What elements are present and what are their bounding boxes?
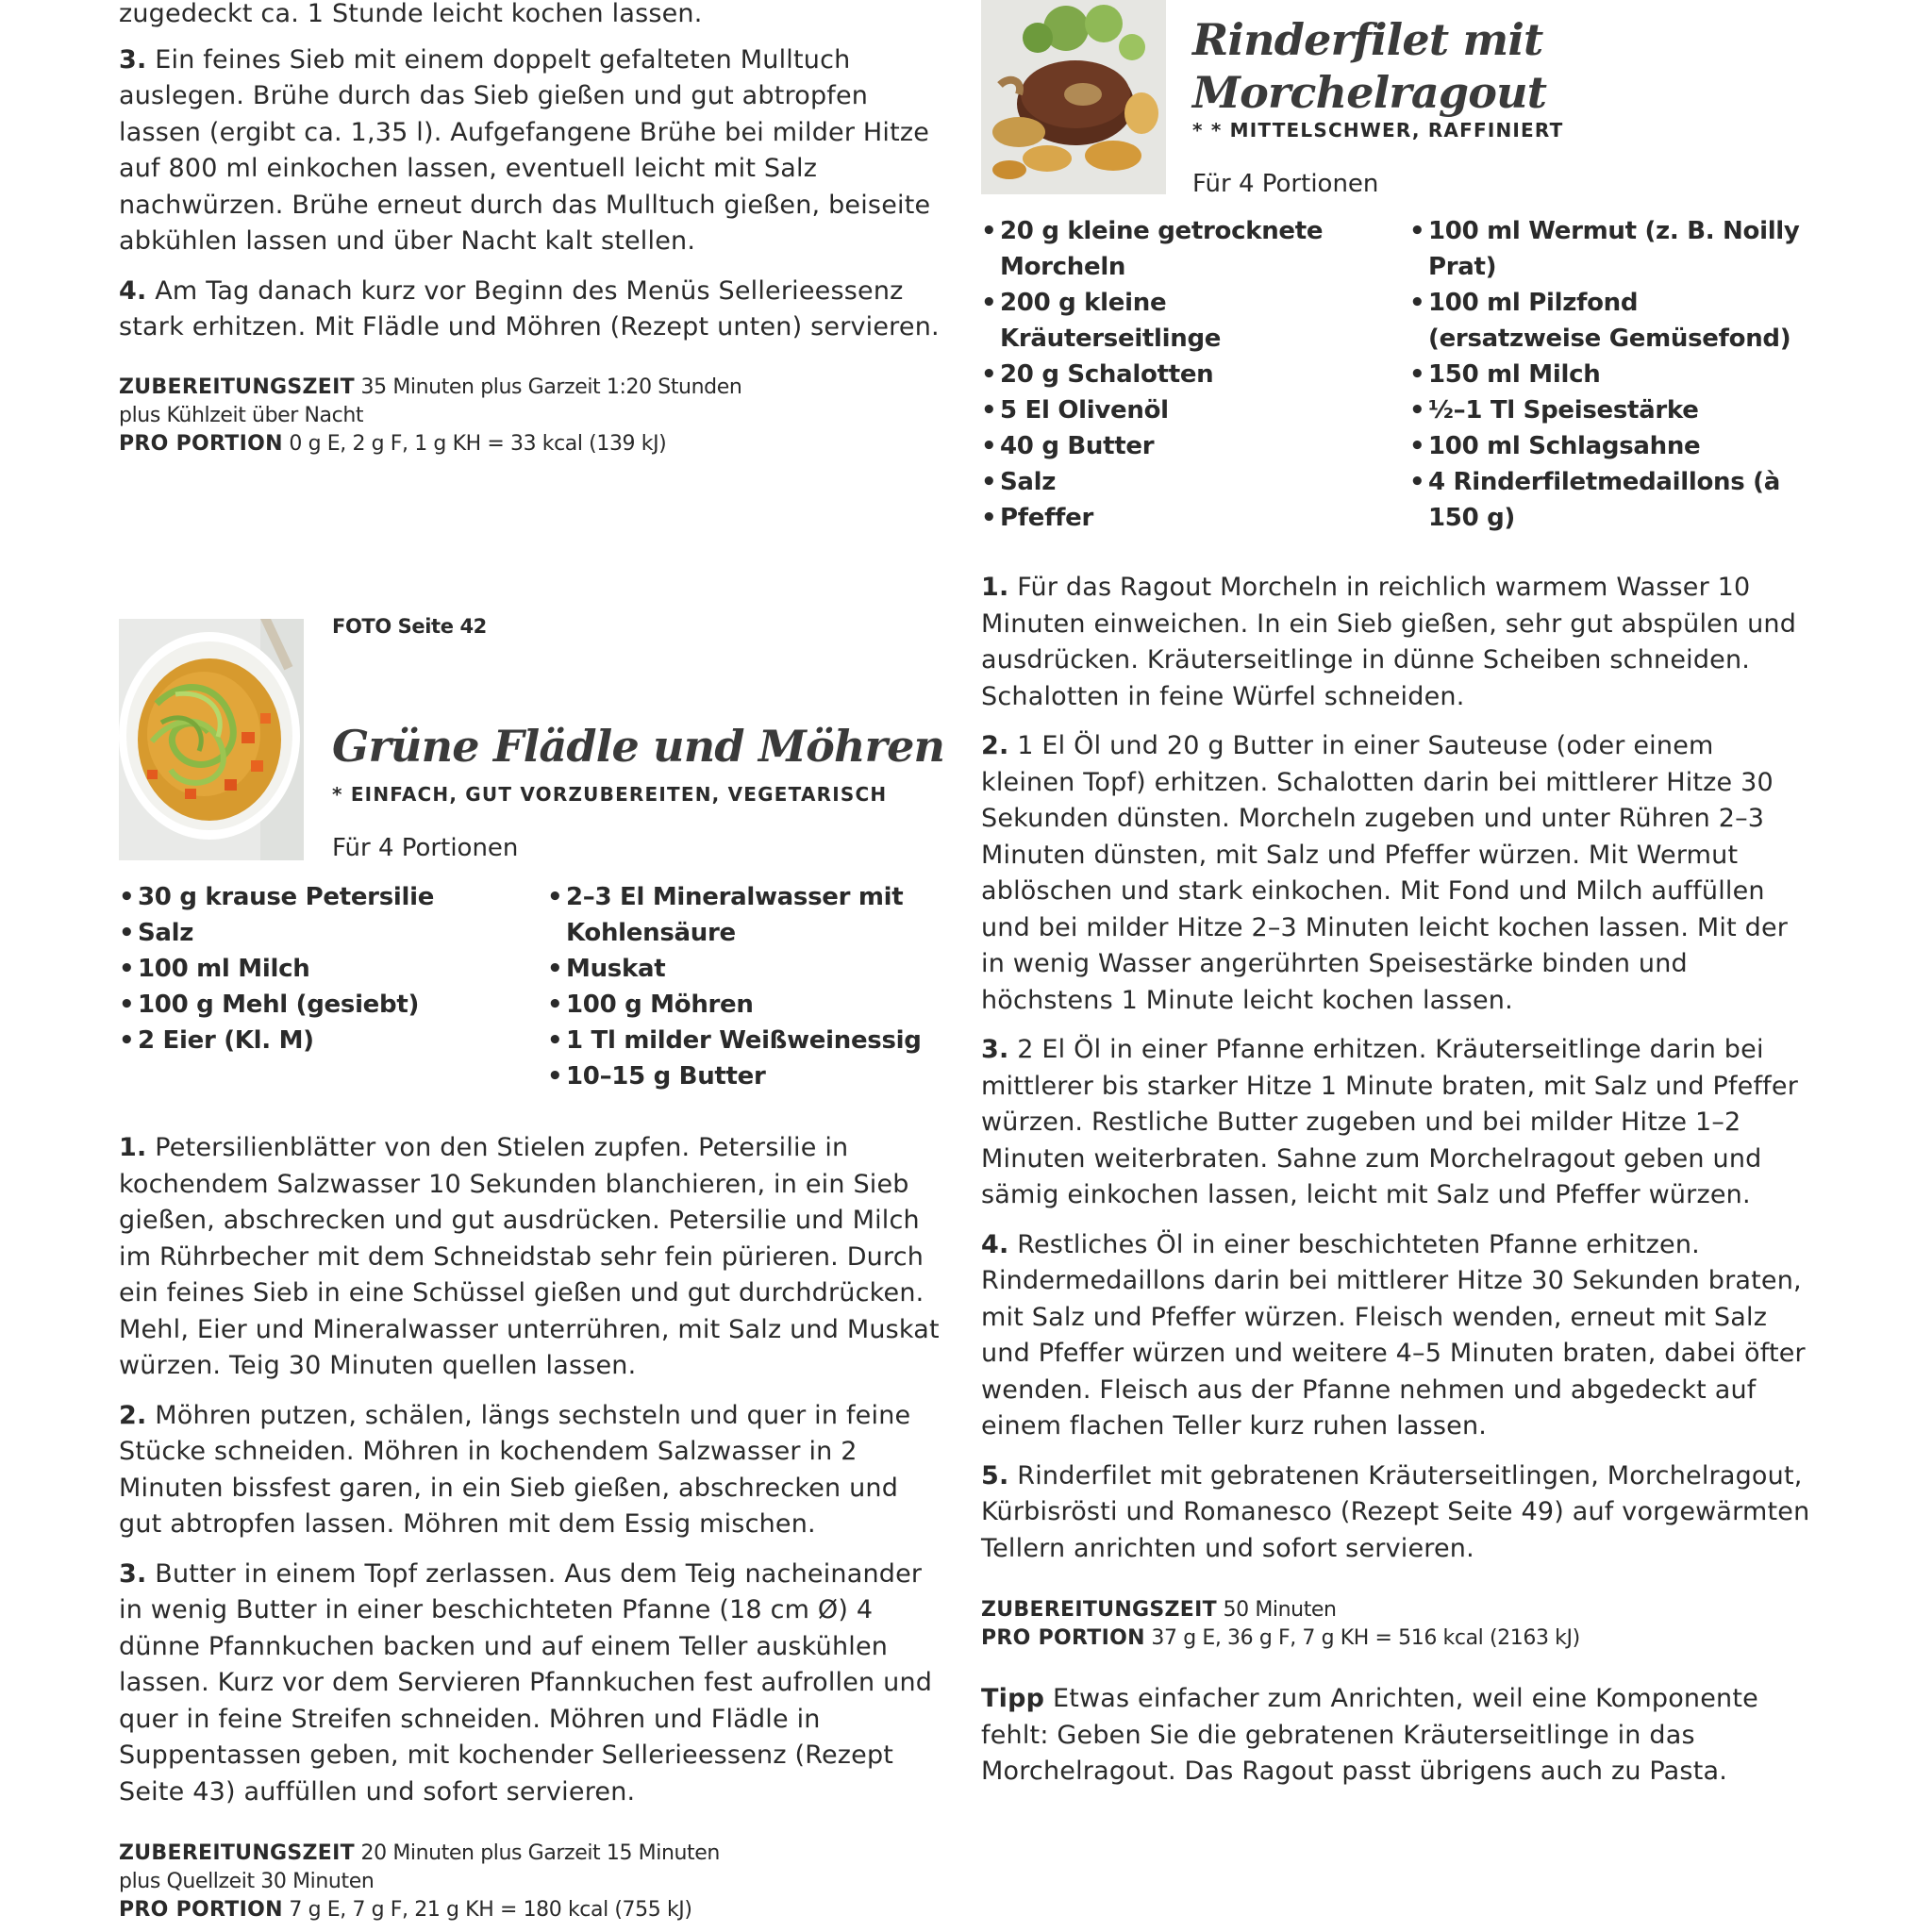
ingredient-item: • 100 g Möhren bbox=[547, 987, 940, 1023]
ingredient-item: • 30 g krause Petersilie bbox=[119, 879, 534, 915]
step-paragraph: 1. Für das Ragout Morcheln in reichlich warmem Wasser 10 Minuten einweichen. In ein Sieb gießen, sehr gut abspülen und ausdrücken. Kräuterseitlinge in dünne Scheiben schneiden. Schalotten in feine Würfel schneiden. bbox=[981, 573, 1797, 711]
step-paragraph: 3. 2 El Öl in einer Pfanne erhitzen. Kräuterseitlinge darin bei mittlerer bis starker Hitze 1 Minute braten, mit Salz und Pfeffer würzen. Restliche Butter zugeben und bei milder Hitze 1–2 Minuten weiterbraten. Sahne zum Morchelragout geben und sämig einkochen lassen, leicht mit Salz und Pfeffer würzen. bbox=[981, 1035, 1799, 1209]
soup-photo bbox=[119, 619, 304, 860]
ingredient-item: • 4 Rinderfiletmedaillons (à 150 g) bbox=[1409, 464, 1806, 536]
ingredients-list bbox=[1409, 213, 1806, 536]
ingredient-item: • 200 g kleine Kräuterseitlinge bbox=[981, 285, 1368, 357]
ingredients-list bbox=[119, 879, 534, 1058]
step-paragraph: 3. Butter in einem Topf zerlassen. Aus dem Teig nacheinander in wenig Butter in einer beschichteten Pfanne (18 cm Ø) 4 dünne Pfannkuchen backen und auf einem Teller auskühlen lassen. Kurz vor dem Servieren Pfannkuchen fest aufrollen und quer in feine Streifen schneiden. Möhren und Flädle in Suppentassen geben, mit kochender Sellerieessenz (Rezept Seite 43) auffüllen und sofort servieren. bbox=[119, 1558, 933, 1807]
ingredient-item: • 10–15 g Butter bbox=[547, 1058, 940, 1094]
portions-label: Für 4 Portionen bbox=[1192, 170, 1379, 198]
step-paragraph: 4. Restliches Öl in einer beschichteten Pfanne erhitzen. Rindermedaillons darin bei mittlerer Hitze 30 Sekunden braten, mit Salz und Pfeffer würzen. Fleisch wenden, erneut mit Salz und Pfeffer würzen und weitere 4–5 Minuten braten, dabei öfter wenden. Fleisch aus der Pfanne nehmen und abgedeckt auf einem flachen Teller kurz ruhen lassen. bbox=[981, 1229, 1806, 1441]
tip-paragraph: Tipp Etwas einfacher zum Anrichten, weil eine Komponente fehlt: Geben Sie die gebratenen Kräuterseitlinge in das Morchelragout. Das Ragout passt übrigens auch zu Pasta. bbox=[981, 1684, 1758, 1786]
ingredient-item: • Pfeffer bbox=[981, 500, 1368, 536]
ingredient-item: • Muskat bbox=[547, 951, 940, 987]
ingredient-item: • 2 Eier (Kl. M) bbox=[119, 1023, 534, 1058]
recipe-title bbox=[1192, 13, 1546, 119]
ingredient-item: • ½–1 Tl Speisestärke bbox=[1409, 392, 1806, 428]
ingredient-item: • 20 g Schalotten bbox=[981, 357, 1368, 392]
difficulty-tag: * EINFACH, GUT VORZUBEREITEN, VEGETARISCH bbox=[332, 783, 888, 806]
recipe-title-line: Morchelragout bbox=[1192, 67, 1547, 118]
nutrition-meta: ZUBEREITUNGSZEIT 20 Minuten plus Garzeit 15 Minuten plus Quellzeit 30 Minuten PRO PORTION 7 g E, 7 g F, 21 g KH = 180 kcal (755 kJ) bbox=[119, 1841, 720, 1922]
ingredient-item: • 20 g kleine getrocknete Morcheln bbox=[981, 213, 1368, 285]
step-paragraph: 2. 1 El Öl und 20 g Butter in einer Sauteuse (oder einem kleinen Topf) erhitzen. Schalotten darin bei mittlerer Hitze 30 Sekunden dünsten. Morcheln zugeben und unter Rühren 2–3 Minuten dünsten, mit Salz und Pfeffer würzen. Mit Wermut ablöschen und stark einkochen. Mit Fond und Milch auffüllen und bei milder Hitze 2–3 Minuten leicht kochen lassen. Mit der in wenig Wasser angerührten Speisestärke binden und höchstens 1 Minute leicht kochen lassen. bbox=[981, 731, 1789, 1015]
ingredient-item: • 100 ml Wermut (z. B. Noilly Prat) bbox=[1409, 213, 1806, 285]
recipe-title: Grüne Flädle und Möhren bbox=[332, 721, 945, 772]
ingredient-item: • 2–3 El Mineralwasser mit Kohlensäure bbox=[547, 879, 940, 951]
difficulty-tag: * * MITTELSCHWER, RAFFINIERT bbox=[1192, 119, 1564, 142]
step-paragraph: 1. Petersilienblätter von den Stielen zupfen. Petersilie in kochendem Salzwasser 10 Sekunden blanchieren, in ein Sieb gießen, abschrecken und gut ausdrücken. Petersilie und Milch im Rührbecher mit dem Schneidstab sehr fein pürieren. Durch ein feines Sieb in eine Schüssel gießen und gut durchdrücken. Mehl, Eier und Mineralwasser unterrühren, mit Salz und Muskat würzen. Teig 30 Minuten quellen lassen. bbox=[119, 1133, 940, 1380]
photo-reference: FOTO Seite 42 bbox=[332, 615, 487, 638]
ingredients-list bbox=[547, 879, 940, 1094]
ingredient-item: • 5 El Olivenöl bbox=[981, 392, 1368, 428]
ingredients-list bbox=[981, 213, 1368, 536]
step-paragraph: 3. Ein feines Sieb mit einem doppelt gefalteten Mulltuch auslegen. Brühe durch das Sieb gießen und gut abtropfen lassen (ergibt ca. 1,35 l). Aufgefangene Brühe bei milder Hitze auf 800 ml einkochen lassen, eventuell leicht mit Salz nachwürzen. Brühe erneut durch das Mulltuch gießen, beiseite abkühlen lassen und über Nacht kalt stellen. bbox=[119, 44, 931, 256]
ingredient-item: • Salz bbox=[981, 464, 1368, 500]
ingredient-item: • 100 g Mehl (gesiebt) bbox=[119, 987, 534, 1023]
nutrition-meta: ZUBEREITUNGSZEIT 50 Minuten PRO PORTION 37 g E, 36 g F, 7 g KH = 516 kcal (2163 kJ) bbox=[981, 1598, 1580, 1650]
step-paragraph: 2. Möhren putzen, schälen, längs sechsteln und quer in feine Stücke schneiden. Möhren in kochendem Salzwasser in 2 Minuten bissfest garen, in ein Sieb gießen, abschrecken und gut abtropfen lassen. Möhren mit dem Essig mischen. bbox=[119, 1400, 911, 1539]
ingredient-item: • 100 ml Milch bbox=[119, 951, 534, 987]
steak-photo bbox=[981, 0, 1166, 194]
recipe-steps bbox=[119, 1130, 940, 1824]
step-paragraph: zugedeckt ca. 1 Stunde leicht kochen lassen. bbox=[119, 0, 703, 28]
ingredient-item: • 40 g Butter bbox=[981, 428, 1368, 464]
ingredient-item: • 1 Tl milder Weißweinessig bbox=[547, 1023, 940, 1058]
tip-label: Tipp bbox=[981, 1684, 1045, 1713]
step-paragraph: 5. Rinderfilet mit gebratenen Kräuterseitlingen, Morchelragout, Kürbisrösti und Romanesco (Rezept Seite 49) auf vorgewärmten Tellern anrichten und sofort servieren. bbox=[981, 1460, 1810, 1563]
ingredient-item: • Salz bbox=[119, 915, 534, 951]
nutrition-meta: ZUBEREITUNGSZEIT 35 Minuten plus Garzeit 1:20 Stunden plus Kühlzeit über Nacht PRO PORTION 0 g E, 2 g F, 1 g KH = 33 kcal (139 kJ) bbox=[119, 375, 742, 456]
recipe-steps bbox=[981, 570, 1811, 1580]
ingredient-item: • 100 ml Pilzfond (ersatzweise Gemüsefond) bbox=[1409, 285, 1806, 357]
recipe-title-line: Rinderfilet mit bbox=[1192, 14, 1543, 65]
ingredient-item: • 150 ml Milch bbox=[1409, 357, 1806, 392]
ingredient-item: • 100 ml Schlagsahne bbox=[1409, 428, 1806, 464]
previous-recipe-steps bbox=[119, 0, 940, 359]
portions-label: Für 4 Portionen bbox=[332, 834, 519, 862]
step-paragraph: 4. Am Tag danach kurz vor Beginn des Menüs Sellerieessenz stark erhitzen. Mit Flädle und Möhren (Rezept unten) servieren. bbox=[119, 275, 940, 341]
